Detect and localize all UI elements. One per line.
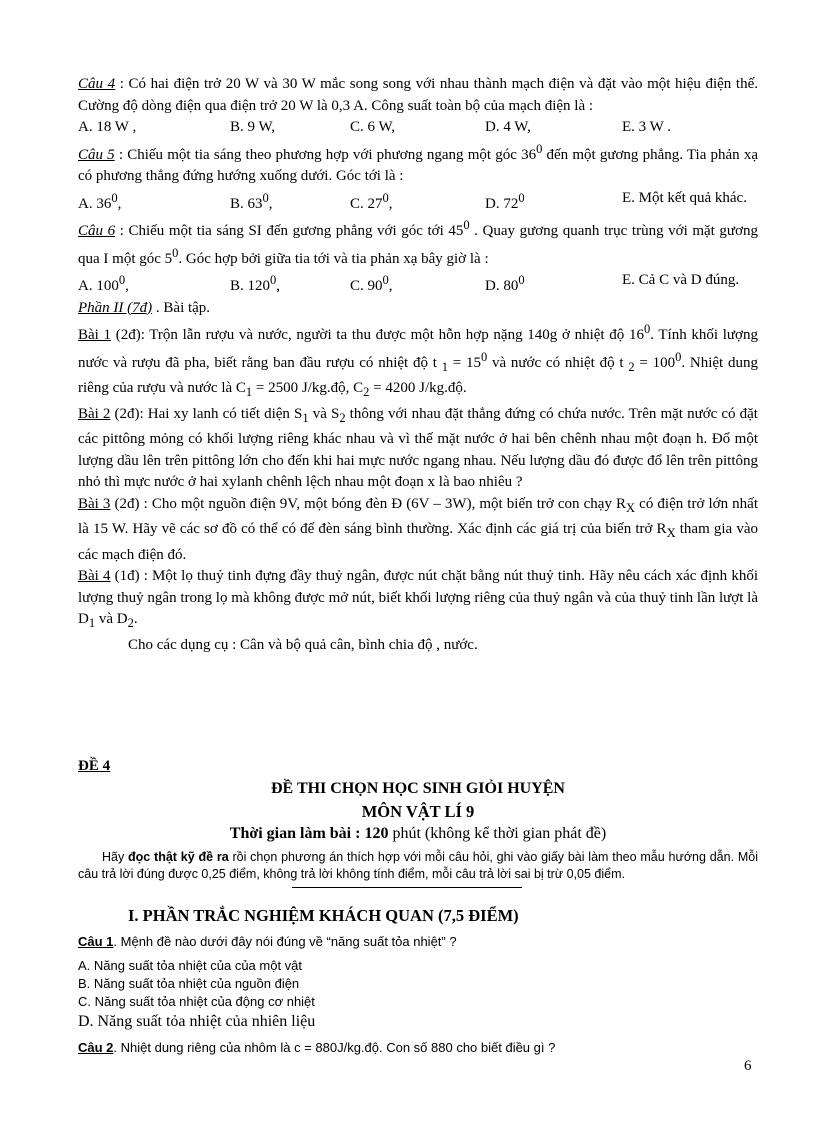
mc-q1-option-a: A. Năng suất tỏa nhiệt của của một vật: [78, 958, 303, 973]
section-heading: I. PHẦN TRẮC NGHIỆM KHÁCH QUAN (7,5 ĐIỂM): [128, 906, 519, 925]
q5-option-e: E. Một kết quả khác.: [622, 189, 747, 206]
q5-option-a: A. $36^0$,: [78, 190, 122, 212]
question-4-options: [78, 117, 758, 139]
exercise-4: Bài 4 (1đ) : Một lọ thuỷ tinh đựng đầy thuỷ ngân, được nút chặt bằng nút thuỷ tinh. Hãy nêu cách xác định khối lượng thuỷ ngân trong lọ mà không được mở nút, biết khối lượng riêng của thuỷ ngân và của thuỷ tinh lần lượt là $D_1$ và $D_2$.: [78, 568, 758, 630]
question-4-label: Câu 4: [78, 76, 116, 92]
q4-option-e: E. 3 W .: [622, 119, 672, 135]
exam-subject: MÔN VẬT LÍ 9: [361, 802, 475, 821]
exam-time: Thời gian làm bài : 120 phút (không kể thời gian phát đề): [229, 825, 607, 842]
q4-option-a: A. 18 W ,: [78, 119, 137, 135]
exam-title: ĐỀ THI CHỌN HỌC SINH GIỎI HUYỆN: [271, 780, 565, 797]
mc-question-1: Câu 1. Mệnh đề nào dưới đây nói đúng về “năng suất tỏa nhiệt” ?: [78, 934, 457, 949]
question-5-label: Câu 5: [78, 146, 115, 163]
q5-option-d: D. $72^0$: [485, 190, 525, 212]
q5-option-c: C. $27^0$,: [350, 190, 393, 212]
q5-text-a: : Chiếu một tia sáng theo phương hợp với phương ngang một góc 36: [114, 146, 537, 163]
mc-question-2: Câu 2. Nhiệt dung riêng của nhôm là c = 880J/kg.độ. Con số 880 cho biết điều gì ?: [78, 1040, 556, 1055]
q5-text-b: đến một gương phẳng. Tia phản xạ có phương thẳng đứng hướng xuống dưới. Góc tới là :: [78, 146, 759, 184]
q6-option-a: A. $100^0$,: [78, 273, 129, 294]
page-body: [78, 74, 758, 656]
exercise-1-label: Bài 1: [78, 327, 112, 343]
q4-option-d: D. 4 W,: [485, 119, 531, 135]
q6-option-e: E. Cả C và D đúng.: [622, 272, 740, 288]
q6-text-a: : Chiếu một tia sáng SI đến gương phẳng với góc tới 45: [115, 223, 464, 239]
mc-q1-option-d: D. Năng suất tỏa nhiệt của nhiên liệu: [78, 1013, 316, 1030]
exercise-1: Bài 1 (2đ): Trộn lẫn rượu và nước, người ta thu được một hỗn hợp nặng 140g ở nhiệt độ $16^0$. Tính khối lượng nước và rượu đã pha, biết rằng ban đầu rượu có nhiệt độ t $_1 = 15^0$ và nước có nhiệt độ t $_2 = 100^0$. Nhiệt dung riêng của rượu và nước là $C_1 = 2500$ J/kg.độ, $C_2 = 4200$ J/kg.độ.: [78, 322, 758, 399]
q6-text-b: . Quay gương quanh trục trùng với mặt gương qua I một góc 5: [78, 223, 758, 267]
exam-number: ĐỀ 4: [78, 758, 111, 774]
q6-option-b: B. $120^0$,: [230, 273, 281, 294]
exercise-4-tools: Cho các dụng cụ : Cân và bộ quả cân, bình chia độ , nước.: [128, 636, 478, 653]
q4-option-b: B. 9 W,: [230, 119, 276, 135]
divider: [292, 887, 522, 888]
q6-option-d: D. $80^0$: [485, 273, 525, 294]
q5-sup: 0: [536, 141, 543, 156]
exercise-2: Bài 2 (2đ): Hai xy lanh có tiết diện $S_1$ và $S_2$ thông với nhau đặt thẳng đứng có chứa nước. Trên mặt nước có đặt các pittông mỏng có khối lượng riêng khác nhau và vì thế mặt nước ở hai bên chênh nhau một đoạn h. Đổ một lượng dầu lên trên pittông lớn cho đến khi hai mực nước ngang nhau. Nếu lượng dầu đó được đổ lên trên pittông nhỏ thì mực nước ở hai xylanh chênh lệch nhau một đoạn x là bao nhiêu ?: [78, 405, 758, 490]
question-6: Câu 6 : Chiếu một tia sáng SI đến gương phẳng với góc tới $45^0$ . Quay gương quanh trục trùng với mặt gương qua I một góc $5^0$. Góc hợp bởi giữa tia tới và tia phản xạ bây giờ là :: [78, 218, 758, 267]
part-2-label: Phần II (7đ): [78, 299, 153, 316]
q5-option-b: B. $63^0$,: [230, 190, 273, 212]
q4-option-c: C. 6 W,: [350, 119, 396, 135]
q6-text-c: . Góc hợp bởi giữa tia tới và tia phản xạ bây giờ là :: [178, 250, 489, 267]
question-6-label: Câu 6: [78, 223, 116, 239]
exercise-3: Bài 3 (2đ) : Cho một nguồn điện 9V, một bóng đèn Đ (6V – 3W), một biến trở con chạy $R_X$ có điện trở lớn nhất là 15 W. Hãy vẽ các sơ đồ có thể có để đèn sáng bình thường. Xác định các giá trị của biến trở $R_X$ tham gia vào các mạch điện đó.: [78, 495, 758, 563]
page-number: 6: [744, 1058, 752, 1074]
question-5: [78, 139, 758, 188]
question-6-options: [78, 270, 758, 298]
exercise-3-label: Bài 3: [78, 495, 111, 512]
part-2-text: . Bài tập.: [152, 299, 211, 316]
question-5-options: [78, 188, 758, 216]
question-4: [78, 74, 758, 117]
exam-instructions: Hãy đọc thật kỹ đề ra rồi chọn phương án thích hợp với mỗi câu hỏi, ghi vào giấy bài làm theo mẫu hướng dẫn. Mỗi câu trả lời đúng được 0,25 điểm, không trả lời không tính điểm, mỗi câu trả lời sai bị trừ 0,05 điểm.: [78, 850, 758, 881]
question-4-text: : Có hai điện trở 20 W và 30 W mắc song song với nhau thành mạch điện và đặt vào một hiệu điện thế. Cường độ dòng điện qua điện trở 20 W là 0,3 A. Công suất toàn bộ của mạch điện là :: [78, 76, 758, 114]
q6-option-c: C. $90^0$,: [350, 273, 393, 294]
mc-q1-option-c: C. Năng suất tỏa nhiệt của động cơ nhiệt: [78, 994, 315, 1009]
part-2-heading: [78, 298, 758, 320]
mc-q1-option-b: B. Năng suất tỏa nhiệt của nguồn điện: [78, 976, 300, 991]
exercise-2-label: Bài 2: [78, 405, 111, 422]
exercise-4-label: Bài 4: [78, 568, 111, 584]
